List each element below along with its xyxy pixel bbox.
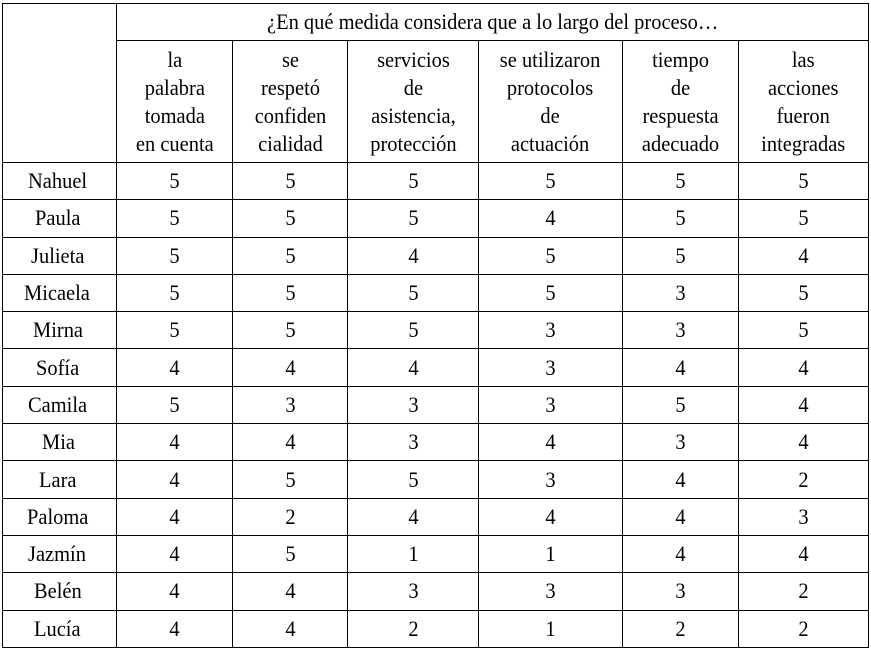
score-cell (233, 200, 348, 237)
score-value: 4 (675, 503, 686, 529)
score-value: 5 (798, 168, 809, 194)
score-value: 5 (407, 168, 419, 194)
score-cell (623, 274, 739, 311)
table-row (3, 200, 869, 237)
score-value: 5 (169, 280, 180, 306)
score-value: 3 (545, 391, 556, 417)
row-name-cell (3, 498, 117, 535)
score-value: 4 (407, 503, 419, 529)
score-value: 4 (545, 503, 556, 529)
header-line: integradas (761, 130, 846, 156)
column-header-servicios (348, 41, 479, 163)
score-cell (117, 312, 233, 349)
score-cell (479, 274, 623, 311)
score-value: 3 (407, 578, 419, 604)
row-name-cell (3, 200, 117, 237)
score-value: 3 (407, 429, 419, 455)
score-cell (117, 237, 233, 274)
row-name-cell (3, 610, 117, 647)
header-line: protocolos (507, 74, 594, 100)
score-cell (623, 237, 739, 274)
score-cell (739, 200, 869, 237)
header-line: se (281, 46, 299, 72)
score-value: 4 (169, 541, 180, 567)
score-cell (479, 237, 623, 274)
header-line: de (670, 74, 691, 100)
score-value: 5 (407, 466, 419, 492)
header-line: la (167, 46, 182, 72)
score-value: 5 (284, 168, 296, 194)
score-value: 2 (407, 615, 419, 641)
score-cell (233, 274, 348, 311)
row-name-cell (3, 573, 117, 610)
score-value: 2 (675, 615, 686, 641)
participant-name: Sofía (36, 354, 80, 380)
table-row (3, 163, 869, 200)
header-line: confiden (254, 102, 326, 128)
table-title-text: ¿En qué medida considera que a lo largo del proceso… (266, 9, 719, 34)
participant-name: Nahuel (27, 168, 87, 194)
column-header-protocolos (479, 41, 623, 163)
score-cell (117, 573, 233, 610)
score-cell (233, 498, 348, 535)
score-cell (233, 237, 348, 274)
score-value: 3 (675, 578, 686, 604)
score-value: 3 (675, 280, 686, 306)
score-cell (117, 498, 233, 535)
score-cell (348, 424, 479, 461)
header-line: protección (369, 130, 457, 156)
score-value: 3 (545, 578, 556, 604)
score-cell (479, 386, 623, 423)
participant-name: Belén (33, 578, 82, 604)
score-value: 5 (407, 205, 419, 231)
participant-name: Paula (35, 205, 81, 231)
row-name-cell (3, 312, 117, 349)
score-cell (479, 573, 623, 610)
column-header-tiempo (623, 41, 739, 163)
score-cell (739, 349, 869, 386)
header-line: asistencia, (370, 102, 456, 128)
score-value: 4 (169, 354, 180, 380)
score-cell (623, 386, 739, 423)
score-cell (739, 312, 869, 349)
score-value: 4 (169, 429, 180, 455)
column-header-palabra (117, 41, 233, 163)
score-value: 4 (284, 429, 296, 455)
participant-name: Paloma (26, 503, 88, 529)
score-cell (348, 237, 479, 274)
score-value: 5 (284, 541, 296, 567)
score-value: 3 (798, 503, 809, 529)
table-row (3, 498, 869, 535)
score-cell (348, 386, 479, 423)
participant-name: Camila (27, 391, 87, 417)
header-line: respuesta (642, 102, 719, 128)
participant-name: Mia (41, 429, 75, 455)
score-value: 5 (169, 242, 180, 268)
row-name-cell (3, 386, 117, 423)
score-cell (623, 200, 739, 237)
score-value: 5 (169, 391, 180, 417)
score-cell (348, 461, 479, 498)
score-cell (739, 237, 869, 274)
score-cell (348, 274, 479, 311)
score-value: 5 (545, 280, 556, 306)
table-row (3, 461, 869, 498)
score-cell (233, 424, 348, 461)
score-value: 5 (284, 466, 296, 492)
score-value: 4 (798, 541, 809, 567)
score-cell (623, 312, 739, 349)
score-value: 2 (284, 503, 296, 529)
score-cell (348, 312, 479, 349)
score-cell (479, 461, 623, 498)
score-cell (623, 461, 739, 498)
row-name-cell (3, 274, 117, 311)
score-value: 5 (169, 168, 180, 194)
header-line: palabra (144, 74, 205, 100)
score-value: 4 (675, 354, 686, 380)
score-value: 3 (675, 317, 686, 343)
score-cell (233, 573, 348, 610)
score-cell (739, 573, 869, 610)
header-line: actuación (511, 130, 590, 156)
score-cell (623, 573, 739, 610)
score-value: 4 (169, 503, 180, 529)
score-value: 4 (169, 466, 180, 492)
header-line: de (540, 102, 561, 128)
table-row (3, 386, 869, 423)
table-row (3, 610, 869, 647)
score-value: 5 (284, 242, 296, 268)
score-value: 5 (675, 242, 686, 268)
table-row (3, 237, 869, 274)
score-value: 3 (675, 429, 686, 455)
score-cell (479, 349, 623, 386)
row-name-cell (3, 163, 117, 200)
row-name-cell (3, 237, 117, 274)
participant-name: Lucía (34, 615, 82, 641)
table-row (3, 274, 869, 311)
score-cell (117, 163, 233, 200)
survey-results-table (2, 3, 869, 648)
score-cell (117, 461, 233, 498)
score-value: 4 (675, 541, 686, 567)
score-value: 4 (284, 615, 296, 641)
header-line: se utilizaron (500, 46, 601, 72)
table-title (117, 4, 869, 41)
header-line: acciones (768, 74, 839, 100)
score-cell (479, 200, 623, 237)
score-cell (117, 349, 233, 386)
corner-cell (3, 4, 117, 163)
score-cell (348, 498, 479, 535)
score-cell (348, 163, 479, 200)
row-name-cell (3, 349, 117, 386)
score-value: 1 (545, 615, 556, 641)
score-value: 2 (798, 466, 809, 492)
header-line: en cuenta (135, 130, 214, 156)
score-value: 4 (798, 242, 809, 268)
score-cell (117, 200, 233, 237)
participant-name: Micaela (24, 280, 90, 306)
score-value: 4 (675, 466, 686, 492)
score-cell (479, 535, 623, 572)
header-line: de (403, 74, 423, 100)
column-header-row (3, 41, 869, 163)
score-value: 5 (407, 317, 419, 343)
score-cell (233, 535, 348, 572)
participant-name: Mirna (32, 317, 83, 343)
score-cell (117, 386, 233, 423)
score-cell (623, 535, 739, 572)
score-cell (479, 163, 623, 200)
score-value: 5 (284, 317, 296, 343)
score-value: 5 (798, 317, 809, 343)
score-value: 5 (169, 205, 180, 231)
score-cell (117, 424, 233, 461)
score-value: 5 (284, 280, 296, 306)
header-line: cialidad (257, 130, 323, 156)
score-value: 4 (798, 354, 809, 380)
score-cell (117, 610, 233, 647)
score-cell (479, 610, 623, 647)
score-cell (739, 610, 869, 647)
score-cell (348, 200, 479, 237)
score-value: 2 (798, 615, 809, 641)
row-name-cell (3, 424, 117, 461)
score-cell (623, 424, 739, 461)
column-header-confidencialidad (233, 41, 348, 163)
score-cell (233, 461, 348, 498)
score-value: 5 (545, 168, 556, 194)
participant-name: Jazmín (28, 541, 87, 567)
score-cell (739, 424, 869, 461)
score-cell (479, 312, 623, 349)
score-value: 5 (407, 280, 419, 306)
score-value: 5 (169, 317, 180, 343)
score-value: 3 (545, 466, 556, 492)
score-cell (117, 535, 233, 572)
header-title-row (3, 4, 869, 41)
header-line: respetó (260, 74, 320, 100)
score-cell (233, 610, 348, 647)
score-value: 4 (798, 391, 809, 417)
score-value: 4 (284, 578, 296, 604)
score-cell (623, 349, 739, 386)
score-value: 3 (284, 391, 296, 417)
score-cell (348, 610, 479, 647)
score-cell (623, 163, 739, 200)
score-value: 1 (407, 541, 419, 567)
score-cell (233, 312, 348, 349)
score-value: 3 (545, 317, 556, 343)
score-value: 4 (545, 429, 556, 455)
header-line: tiempo (652, 46, 709, 72)
score-value: 5 (798, 280, 809, 306)
table-row (3, 535, 869, 572)
row-name-cell (3, 535, 117, 572)
score-cell (348, 349, 479, 386)
score-cell (348, 573, 479, 610)
score-value: 3 (407, 391, 419, 417)
score-value: 5 (675, 168, 686, 194)
score-cell (233, 163, 348, 200)
score-cell (739, 386, 869, 423)
score-cell (348, 535, 479, 572)
score-cell (739, 461, 869, 498)
score-cell (739, 274, 869, 311)
score-value: 4 (284, 354, 296, 380)
score-value: 5 (284, 205, 296, 231)
score-value: 4 (407, 242, 419, 268)
score-cell (233, 386, 348, 423)
score-value: 5 (545, 242, 556, 268)
score-cell (739, 498, 869, 535)
score-value: 4 (407, 354, 419, 380)
score-value: 4 (169, 615, 180, 641)
score-value: 4 (798, 429, 809, 455)
score-cell (623, 610, 739, 647)
score-value: 4 (169, 578, 180, 604)
score-cell (233, 349, 348, 386)
score-cell (117, 274, 233, 311)
table-body (3, 163, 869, 648)
score-value: 5 (675, 205, 686, 231)
table-row (3, 349, 869, 386)
table-row (3, 312, 869, 349)
column-header-acciones (739, 41, 869, 163)
score-cell (623, 498, 739, 535)
score-cell (479, 498, 623, 535)
participant-name: Julieta (30, 242, 85, 268)
score-value: 5 (675, 391, 686, 417)
table-row (3, 573, 869, 610)
table-row (3, 424, 869, 461)
header-line: las (792, 46, 815, 72)
score-value: 1 (545, 541, 556, 567)
score-value: 4 (545, 205, 556, 231)
score-cell (739, 163, 869, 200)
score-value: 5 (798, 205, 809, 231)
row-name-cell (3, 461, 117, 498)
score-value: 2 (798, 578, 809, 604)
score-value: 3 (545, 354, 556, 380)
score-cell (739, 535, 869, 572)
header-line: fueron (776, 102, 831, 128)
header-line: adecuado (641, 130, 720, 156)
participant-name: Lara (39, 466, 77, 492)
header-line: tomada (144, 102, 205, 128)
header-line: servicios (376, 46, 450, 72)
score-cell (479, 424, 623, 461)
